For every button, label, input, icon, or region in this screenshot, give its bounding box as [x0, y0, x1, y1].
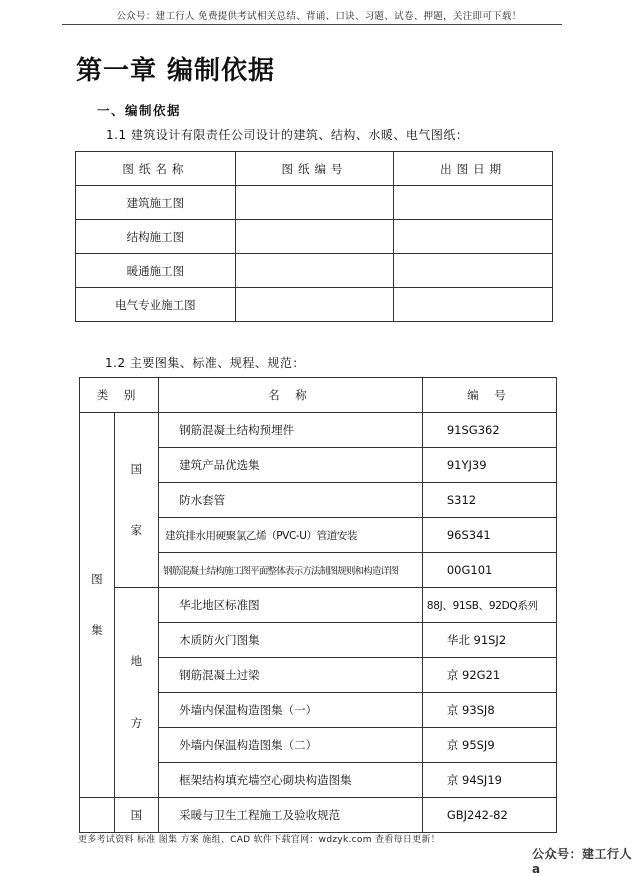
category-last: 国 — [114, 798, 158, 833]
chapter-title: 第一章 编制依据 — [76, 56, 276, 86]
drawing-number — [235, 288, 394, 322]
table-row — [76, 254, 553, 288]
drawings-header-name: 图纸名称 — [76, 152, 236, 186]
standards-header-number: 编 号 — [422, 378, 556, 413]
category-national-top: 国 — [130, 461, 143, 476]
table-row — [80, 588, 557, 623]
header-divider — [62, 24, 562, 25]
drawing-name: 暖通施工图 — [76, 254, 236, 288]
drawing-date — [394, 220, 553, 254]
table-row — [80, 798, 557, 833]
category-local-top: 地 — [130, 654, 143, 669]
empty-cell — [80, 798, 115, 833]
standards-header-name: 名 称 — [159, 378, 423, 413]
standard-number: 96S341 — [422, 518, 556, 553]
standard-name: 建筑排水用硬聚氯乙烯（PVC-U）管道安装 — [159, 518, 423, 553]
drawings-header-number: 图纸编号 — [235, 152, 394, 186]
standard-number: 华北 91SJ2 — [422, 623, 556, 658]
standard-name: 华北地区标准图 — [159, 588, 423, 623]
category-local — [114, 588, 158, 798]
standard-number: 88J、91SB、92DQ系列 — [422, 588, 556, 623]
group-label-bottom: 集 — [91, 623, 103, 637]
table-row — [76, 288, 553, 322]
standard-name: 采暖与卫生工程施工及验收规范 — [159, 798, 423, 833]
standard-name: 钢筋混凝土结构施工图平面整体表示方法制图规则和构造详图 — [159, 553, 423, 588]
category-national-bottom: 家 — [130, 523, 143, 537]
drawing-name: 结构施工图 — [76, 220, 236, 254]
standard-number: 91YJ39 — [422, 448, 556, 483]
standard-name: 钢筋混凝土过梁 — [159, 658, 423, 693]
table-row — [76, 220, 553, 254]
section-heading: 一、编制依据 — [97, 103, 182, 118]
standard-name: 建筑产品优选集 — [159, 448, 423, 483]
drawing-date — [394, 186, 553, 220]
standards-table — [79, 377, 557, 833]
drawing-name: 电气专业施工图 — [76, 288, 236, 322]
standard-name: 防水套管 — [159, 483, 423, 518]
group-label-top: 图 — [91, 571, 103, 586]
drawing-date — [394, 254, 553, 288]
standards-header-category: 类 别 — [80, 378, 159, 413]
header-note: 公众号：建工行人 免费提供考试相关总结、背诵、口诀、习题、试卷、押题，关注即可下载！ — [116, 11, 522, 22]
drawings-header-date: 出图日期 — [394, 152, 553, 186]
drawing-number — [235, 186, 394, 220]
drawings-table — [75, 151, 553, 322]
standard-name: 钢筋混凝土结构预埋件 — [159, 413, 423, 448]
standard-number: GBJ242-82 — [422, 798, 556, 833]
standard-number: S312 — [422, 483, 556, 518]
standard-name: 外墙内保温构造图集（二） — [159, 728, 423, 763]
standard-name: 木质防火门图集 — [159, 623, 423, 658]
drawing-number — [235, 220, 394, 254]
standard-number: 京 93SJ8 — [422, 693, 556, 728]
category-national — [114, 413, 158, 588]
standard-number: 京 92G21 — [422, 658, 556, 693]
subsection-1-1: 1.1 建筑设计有限责任公司设计的建筑、结构、水暖、电气图纸： — [106, 128, 469, 142]
standard-name: 外墙内保温构造图集（一） — [159, 693, 423, 728]
table-row — [80, 413, 557, 448]
footer-note: 更多考试资料 标准 图集 方案 施组、CAD 软件下载官网：wdzyk.com 查看每日更新！ — [78, 835, 441, 845]
drawing-date — [394, 288, 553, 322]
standard-name: 框架结构填充墙空心砌块构造图集 — [159, 763, 423, 798]
subsection-1-2: 1.2 主要图集、标准、规程、规范： — [105, 356, 305, 370]
brand-watermark: 公众号：建工行人a — [532, 847, 633, 876]
table-row — [76, 186, 553, 220]
group-label — [80, 413, 115, 798]
drawing-number — [235, 254, 394, 288]
drawing-name: 建筑施工图 — [76, 186, 236, 220]
standard-number: 京 95SJ9 — [422, 728, 556, 763]
standard-number: 91SG362 — [422, 413, 556, 448]
category-local-bottom: 方 — [130, 715, 143, 730]
standard-number: 00G101 — [422, 553, 556, 588]
standard-number: 京 94SJ19 — [422, 763, 556, 798]
